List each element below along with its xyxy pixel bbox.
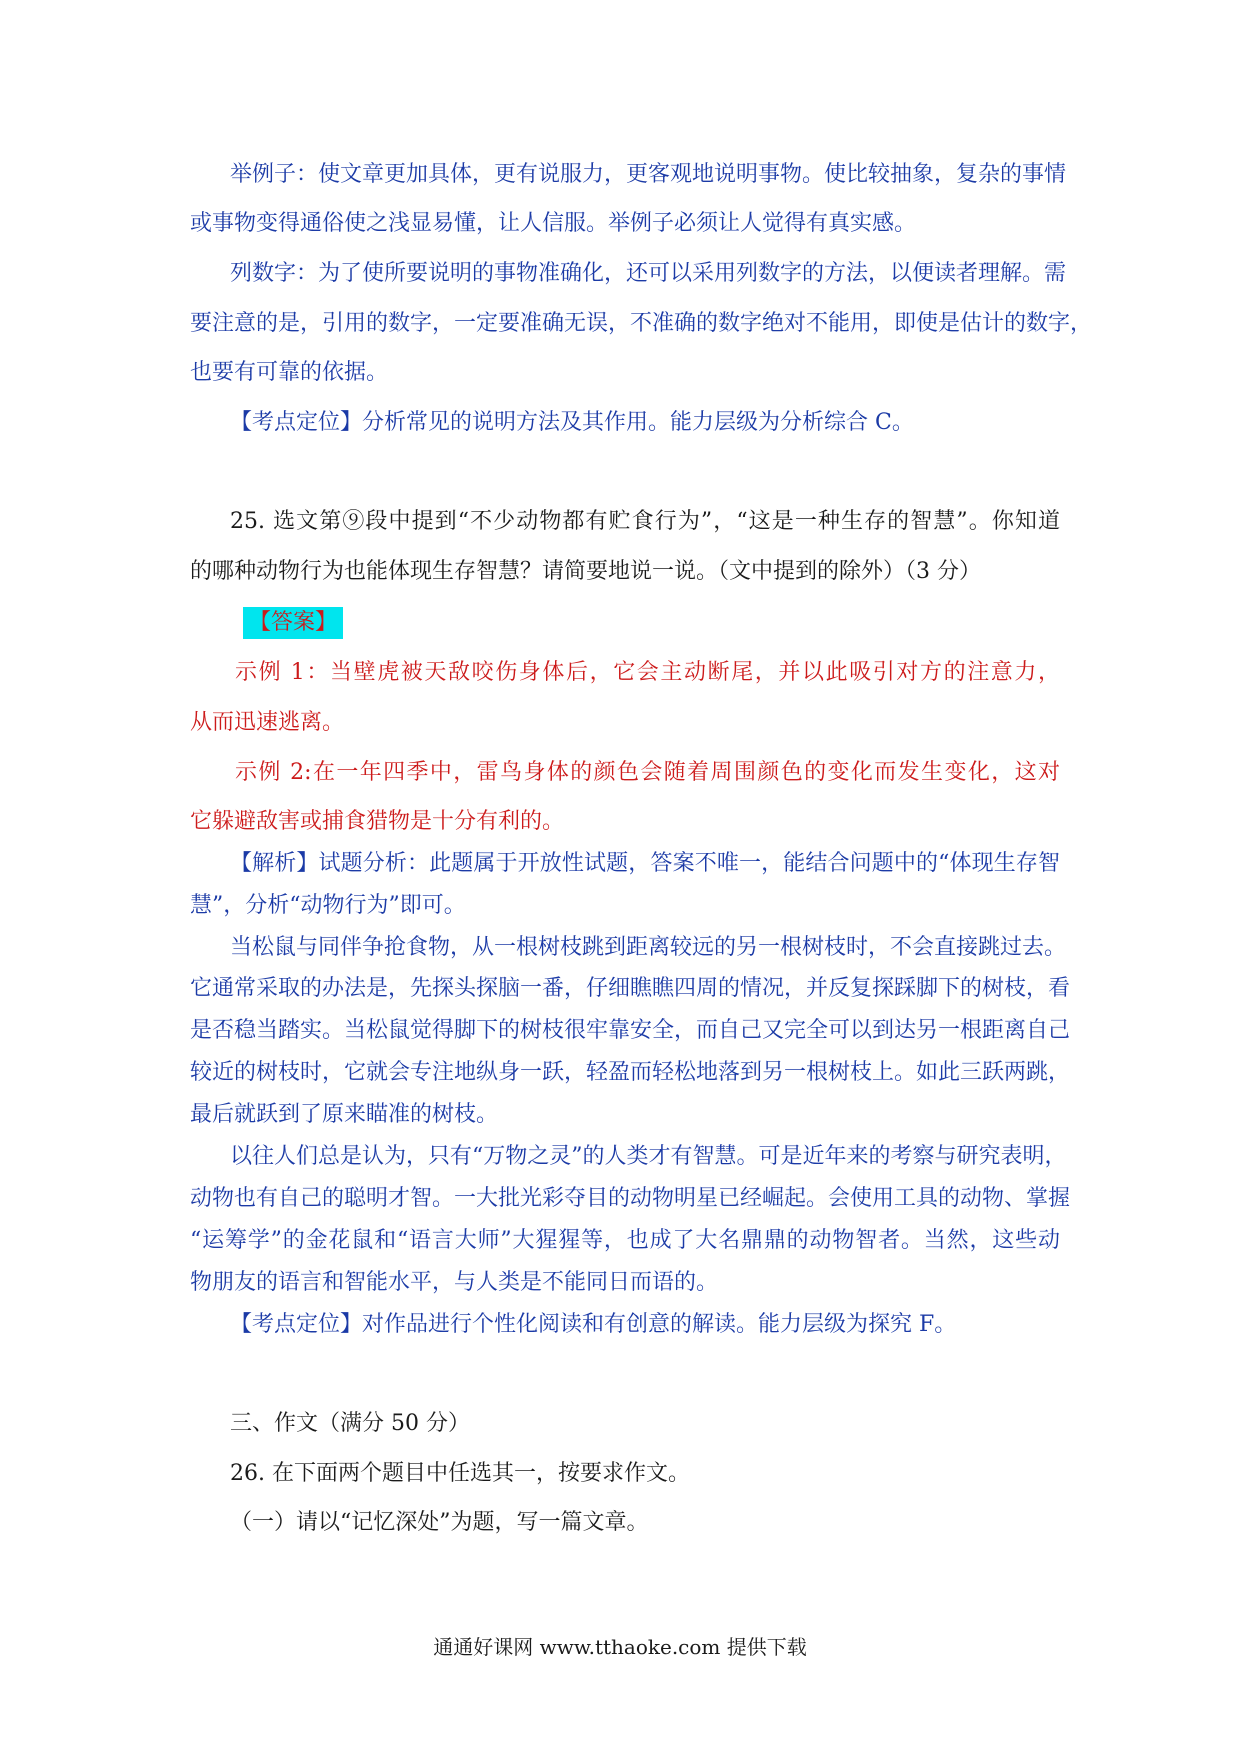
example-1-line-2: 从而迅速逃离。 xyxy=(190,710,345,735)
answer-tag: 【答案】 xyxy=(243,607,343,639)
test-point-24: 【考点定位】分析常见的说明方法及其作用。能力层级为分析综合 C。 xyxy=(230,410,914,435)
page-footer: 通通好课网 www.tthaoke.com 提供下载 xyxy=(433,1635,807,1659)
method-example-line-2: 或事物变得通俗使之浅显易懂，让人信服。举例子必须让人觉得有真实感。 xyxy=(190,211,917,236)
test-point-25: 【考点定位】对作品进行个性化阅读和有创意的解读。能力层级为探究 F。 xyxy=(230,1312,957,1337)
method-numbers-line-1: 列数字：为了使所要说明的事物准确化，还可以采用列数字的方法，以便读者理解。需 xyxy=(230,261,1067,286)
method-example-line-1: 举例子：使文章更加具体，更有说服力，更客观地说明事物。使比较抽象，复杂的事情 xyxy=(230,162,1067,187)
example-2-line-1: 示例 2:在一年四季中，雷鸟身体的颜色会随着周围颜色的变化而发生变化，这对 xyxy=(235,760,1060,785)
wisdom-line-4: 物朋友的语言和智能水平，与人类是不能同日而语的。 xyxy=(190,1270,719,1295)
analysis-line-1: 【解析】试题分析：此题属于开放性试题，答案不唯一，能结合问题中的“体现生存智 xyxy=(230,851,1060,876)
question-26-option-1: （一）请以“记忆深处”为题，写一篇文章。 xyxy=(230,1510,649,1535)
wisdom-line-2: 动物也有自己的聪明才智。一大批光彩夺目的动物明星已经崛起。会使用工具的动物、掌握 xyxy=(190,1186,1071,1211)
method-numbers-line-3: 也要有可靠的依据。 xyxy=(190,360,389,385)
question-25-line-1: 25. 选文第⑨段中提到“不少动物都有贮食行为”，“这是一种生存的智慧”。你知道 xyxy=(230,509,1060,534)
section-3-heading: 三、作文（满分 50 分） xyxy=(230,1411,470,1436)
question-25-line-2: 的哪种动物行为也能体现生存智慧？请简要地说一说。（文中提到的除外）（3 分） xyxy=(190,559,981,584)
squirrel-line-1: 当松鼠与同伴争抢食物，从一根树枝跳到距离较远的另一根树枝时，不会直接跳过去。 xyxy=(230,935,1067,960)
squirrel-line-5: 最后就跃到了原来瞄准的树枝。 xyxy=(190,1102,499,1127)
question-26: 26. 在下面两个题目中任选其一，按要求作文。 xyxy=(230,1461,690,1486)
wisdom-line-3: “运筹学”的金花鼠和“语言大师”大猩猩等，也成了大名鼎鼎的动物智者。当然，这些动 xyxy=(190,1228,1060,1253)
method-numbers-line-2: 要注意的是，引用的数字，一定要准确无误，不准确的数字绝对不能用，即使是估计的数字， xyxy=(190,311,1093,336)
squirrel-line-4: 较近的树枝时，它就会专注地纵身一跃，轻盈而轻松地落到另一根树枝上。如此三跃两跳， xyxy=(190,1060,1071,1085)
wisdom-line-1: 以往人们总是认为，只有“万物之灵”的人类才有智慧。可是近年来的考察与研究表明， xyxy=(230,1144,1067,1169)
squirrel-line-3: 是否稳当踏实。当松鼠觉得脚下的树枝很牢靠安全，而自己又完全可以到达另一根距离自己 xyxy=(190,1018,1071,1043)
example-1-line-1: 示例 1：当壁虎被天敌咬伤身体后，它会主动断尾，并以此吸引对方的注意力， xyxy=(235,660,1060,685)
analysis-line-2: 慧”，分析“动物行为”即可。 xyxy=(190,893,466,918)
example-2-line-2: 它躲避敌害或捕食猎物是十分有利的。 xyxy=(190,809,565,834)
squirrel-line-2: 它通常采取的办法是，先探头探脑一番，仔细瞧瞧四周的情况，并反复探踩脚下的树枝，看 xyxy=(190,976,1071,1001)
